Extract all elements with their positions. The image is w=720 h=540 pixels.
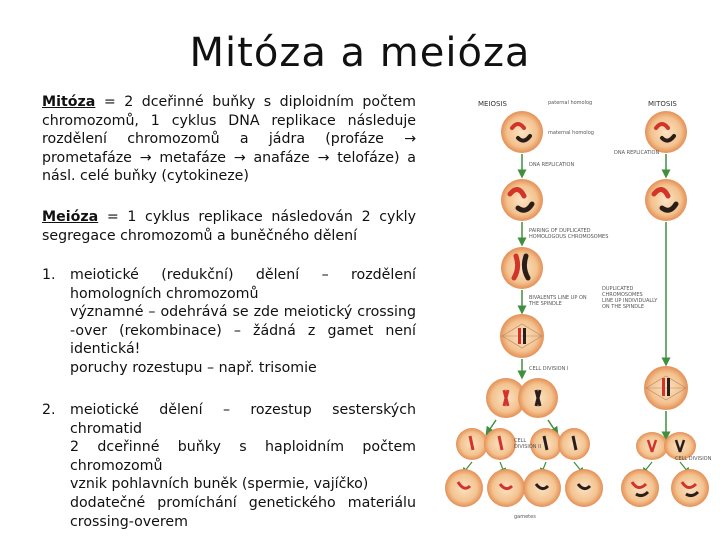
meiosis-header: MEIOSIS	[478, 100, 507, 108]
bivalents-label: BIVALENTS LINE UP ON THE SPINDLE	[529, 295, 587, 307]
pairing-label: PAIRING OF DUPLICATED HOMOLOGOUS CHROMOSOMES	[529, 228, 609, 240]
dna-replication-right-label: DNA REPLICATION	[614, 150, 660, 156]
list-item-1	[42, 266, 416, 378]
maternal-label: maternal homolog	[548, 130, 594, 136]
mitosis-cell-1	[645, 111, 687, 153]
slide-title: Mitóza a meióza	[189, 30, 531, 76]
meiosis-term: Meióza	[42, 209, 99, 225]
cell-division-2-label: CELL DIVISION II	[514, 438, 542, 450]
meiosis-paragraph	[42, 208, 416, 245]
dna-replication-left-label: DNA REPLICATION	[529, 162, 575, 168]
meiosis-cell-2	[501, 179, 543, 221]
gametes-label: gametes	[514, 514, 536, 520]
mitosis-text: = 2 dceřinné buňky s diploidním počtem chromozomů, 1 cyklus DNA replikace následuje rozdělení chromozomů a jádra (profáze → prometafáze → metafáze → anafáze → telofáze) a násl. celé buňky (cytokineze)	[42, 94, 416, 185]
meiosis-dividing-cell	[486, 378, 558, 418]
list-line: meiotické dělení – rozestup sesterských chromatid	[70, 402, 416, 437]
list-item-2	[42, 401, 416, 531]
mitosis-daughter-cells	[621, 469, 709, 507]
list-line: meiotické (redukční) dělení – rozdělení homologních chromozomů	[70, 267, 416, 302]
duplicated-label: DUPLICATED CHROMOSOMES LINE UP INDIVIDUALLY ON THE SPINDLE	[602, 286, 658, 310]
cell-division-right-label: CELL DIVISION	[675, 456, 712, 462]
meiosis-mitosis-diagram	[430, 92, 720, 540]
mitosis-paragraph	[42, 93, 416, 186]
list-line: 2 dceřinné buňky s haploidním počtem chromozomů	[70, 439, 416, 474]
list-number: 2.	[42, 402, 56, 418]
list-line: dodatečné promíchání genetického materiálu crossing-overem	[70, 494, 416, 530]
mitosis-term: Mitóza	[42, 94, 96, 110]
paternal-label: paternal homolog	[548, 100, 593, 106]
list-line: vznik pohlavních buněk (spermie, vajíčko)	[70, 476, 369, 493]
mitosis-header: MITOSIS	[648, 100, 677, 108]
mitosis-cell-2	[645, 179, 687, 221]
meiosis-cell-3	[501, 247, 543, 289]
meiosis-cell-1	[501, 111, 543, 153]
gametes-row	[445, 469, 603, 507]
cell-division-1-label: CELL DIVISION I	[529, 366, 569, 372]
list-line: poruchy rozestupu – např. trisomie	[70, 359, 317, 376]
meiosis-pair-left	[456, 428, 516, 460]
mitosis-spindle-cell	[644, 366, 688, 410]
list-number: 1.	[42, 267, 56, 283]
meiosis-text: = 1 cyklus replikace následován 2 cykly segregace chromozomů a buněčného dělení	[42, 209, 416, 244]
meiosis-spindle-cell	[500, 314, 544, 358]
list-line: významné – odehrává se zde meiotický crossing -over (rekombinace) – žádná z gamet není identická!	[70, 304, 416, 358]
